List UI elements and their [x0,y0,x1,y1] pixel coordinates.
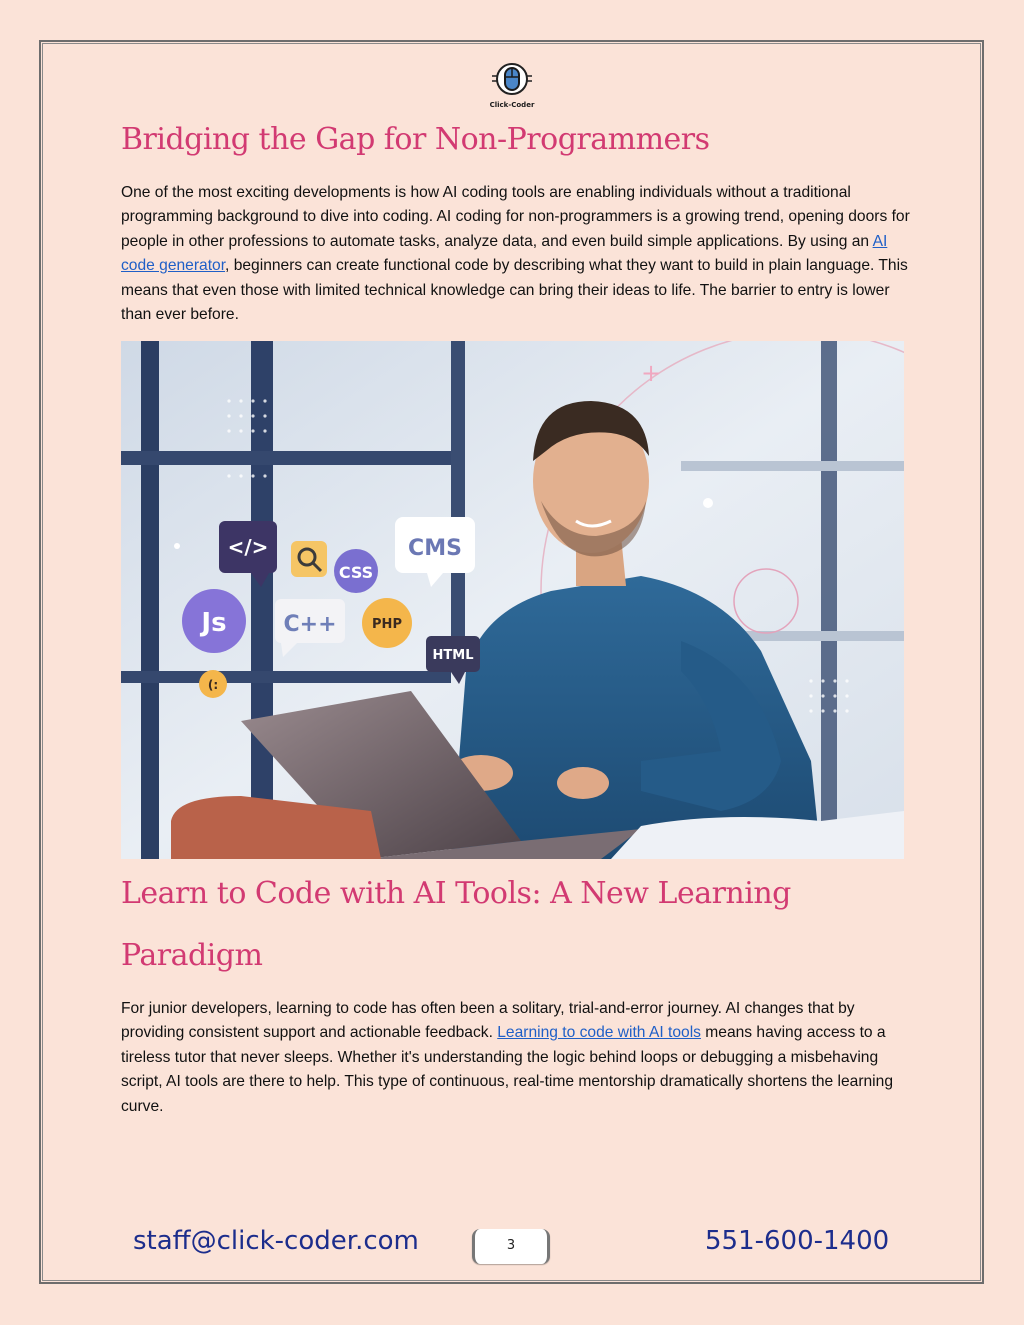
footer-email: staff@click-coder.com [133,1226,419,1256]
body-paragraph [121,181,911,327]
page-number: 3 [472,1229,550,1264]
section-heading: Bridging the Gap for Non-Programmers [121,122,710,157]
bubble-label: HTML [432,648,474,663]
brand-logo [484,62,540,112]
bubble-label: Js [201,608,227,638]
logo-text: Click-Coder [489,101,535,109]
mouse-icon [490,62,534,98]
learn-to-code-link[interactable]: Learning to code with AI tools [497,1024,701,1042]
bubble-label: PHP [372,617,402,632]
paragraph-text: One of the most exciting developments is how AI coding tools are enabling individuals without a traditional programming background to dive into coding. AI coding for non-programmers is a growing trend, opening doors for people in other professions to automate tasks, analyze data, and even build simple applications. By using an [121,184,910,250]
section-heading-line-2: Paradigm [121,938,263,973]
paragraph-text: , beginners can create functional code by describing what they want to build in plain language. This means that even those with limited technical knowledge can bring their ideas to life. The barrier to entry is lower than ever before. [121,257,908,324]
body-paragraph [121,997,911,1119]
bubble-label: (: [207,678,219,692]
paragraph-text: means having access to a tireless tutor that never sleeps. Whether it's understanding the logic behind loops or debugging a misbehaving script, AI tools are there to help. This type of continuous, real-time mentorship dramatically shortens the learning curve. [121,1024,893,1115]
svg-text:+: + [641,359,662,387]
bubble-label: C++ [283,612,337,637]
hero-photo [121,341,904,859]
paragraph-text: For junior developers, learning to code has often been a solitary, trial-and-error journey. AI changes that by providing consistent support and actionable feedback. [121,1000,855,1042]
bubble-label: CSS [338,563,374,582]
ai-code-generator-link[interactable]: AI code generator [121,232,888,275]
section-heading-line-1: Learn to Code with AI Tools: A New Learning [121,876,791,911]
bubble-label: </> [227,535,269,559]
footer-phone: 551-600-1400 [705,1226,890,1256]
bubble-label: CMS [408,536,462,561]
